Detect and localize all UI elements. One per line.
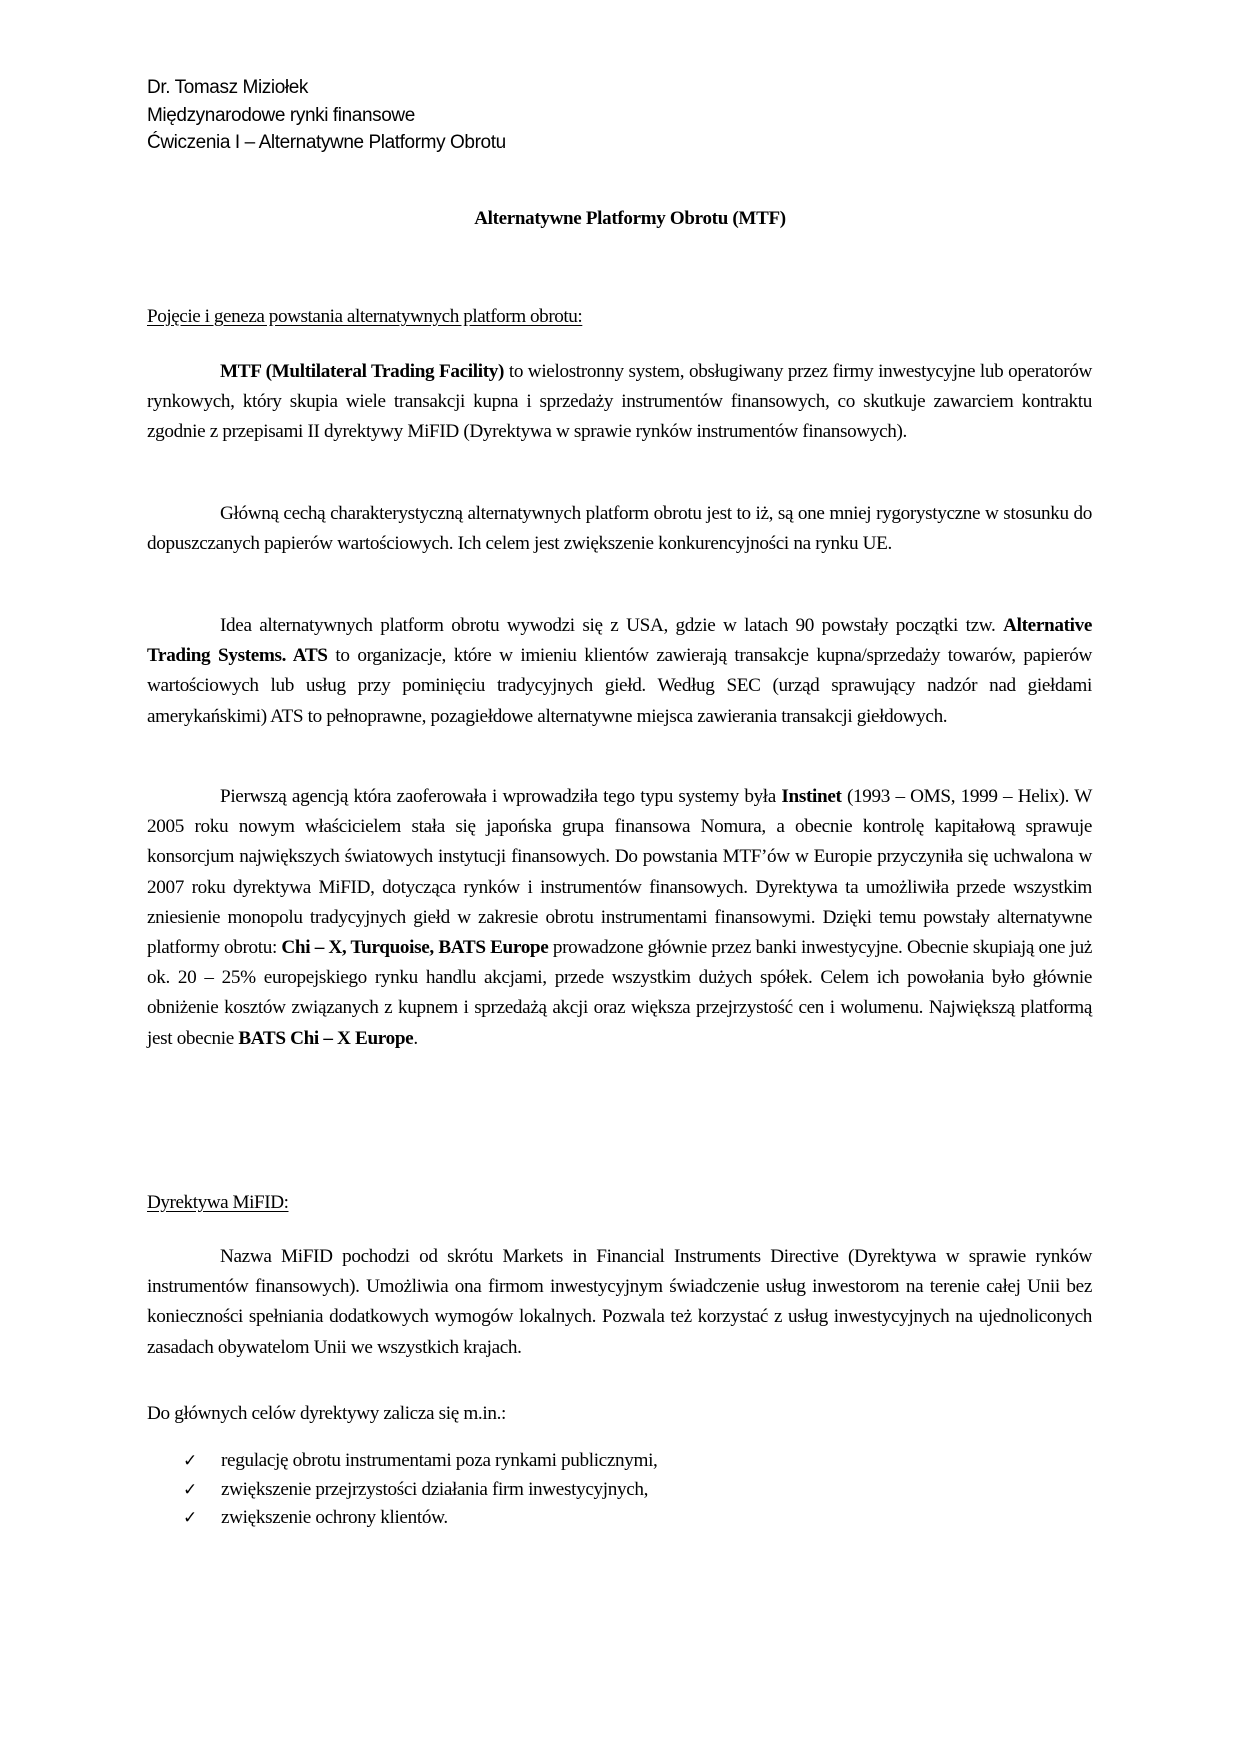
document-title: Alternatywne Platformy Obrotu (MTF): [474, 208, 786, 229]
paragraph-main-feature: Główną cechą charakterystyczną alternatywnych platform obrotu jest to iż, są one mniej rygorystyczne w stosunku do dopuszczanych papierów wartościowych. Ich celem jest zwiększenie konkurencyjności na rynku UE.: [147, 503, 1092, 555]
goals-intro: Do głównych celów dyrektywy zalicza się m.in.:: [147, 1403, 507, 1424]
platforms-list-term: Chi – X, Turquoise, BATS Europe: [281, 937, 549, 959]
paragraph-mtf-definition: MTF (Multilateral Trading Facility) to wielostronny system, obsługiwany przez firmy inwestycyjne lub operatorów rynkowych, który skupia wiele transakcji kupna i sprzedaży instrumentów finansowych, co skutkuje zawarciem kontraktu zgodnie z przepisami II dyrektywy MiFID (Dyrektywa w sprawie rynków instrumentów finansowych).: [147, 361, 1092, 443]
largest-platform-term: BATS Chi – X Europe: [238, 1027, 414, 1049]
list-item: ✓ regulację obrotu instrumentami poza rynkami publicznymi,: [183, 1447, 658, 1476]
instinet-term: Instinet: [781, 786, 842, 807]
section-heading-mifid: Dyrektywa MiFID:: [147, 1192, 289, 1213]
ats-term: Alternative Trading Systems. ATS: [147, 615, 1092, 667]
section-origins-body: [147, 357, 1092, 448]
course-name: Międzynarodowe rynki finansowe: [147, 104, 415, 126]
paragraph-ats-origins: Idea alternatywnych platform obrotu wywodzi się z USA, gdzie w latach 90 powstały początki tzw. Alternative Trading Systems. ATS to organizacje, które w imieniu klientów zawierają transakcje kupna/sprzedaży towarów, papierów wartościowych lub usług przy pominięciu tradycyjnych giełd. Według SEC (urząd sprawujący nadzór nad giełdami amerykańskimi) ATS to pełnoprawne, pozagiełdowe alternatywne miejsca zawierania transakcji giełdowych.: [147, 615, 1092, 727]
author-name: Dr. Tomasz Miziołek: [147, 77, 308, 98]
mtf-term: MTF (Multilateral Trading Facility): [220, 361, 505, 382]
document-header: [147, 74, 506, 157]
checkmark-icon: ✓: [183, 1451, 197, 1471]
checkmark-icon: ✓: [183, 1479, 197, 1500]
exercise-title: Ćwiczenia I – Alternatywne Platformy Obrotu: [147, 132, 506, 153]
checkmark-icon: ✓: [183, 1508, 197, 1528]
goals-list: [183, 1447, 658, 1533]
list-item: ✓ zwiększenie przejrzystości działania firm inwestycyjnych,: [183, 1476, 658, 1505]
paragraph-instinet-history: Pierwszą agencją która zaoferowała i wprowadziła tego typu systemy była Instinet (1993 – OMS, 1999 – Helix). W 2005 roku nowym właścicielem stała się japońska grupa finansowa Nomura, a obecnie kontrolę kapitałową sprawuje konsorcjum największych światowych instytucji finansowych. Do powstania MTF’ów w Europie przyczyniła się uchwalona w 2007 roku dyrektywa MiFID, dotycząca rynków i instrumentów finansowych. Dyrektywa ta umożliwiła przede wszystkim zniesienie monopolu tradycyjnych giełd w zakresie obrotu instrumentami finansowymi. Dzięki temu powstały alternatywne platformy obrotu: Chi – X, Turquoise, BATS Europe prowadzone głównie przez banki inwestycyjne. Obecnie skupiają one już ok. 20 – 25% europejskiego rynku handlu akcjami, przede wszystkim dużych spółek. Celem ich powołania było głównie obniżenie kosztów związanych z kupnem i sprzedażą akcji oraz większa przejrzystość cen i wolumenu. Największą platformą jest obecnie BATS Chi – X Europe.: [147, 786, 1092, 1049]
list-item: ✓ zwiększenie ochrony klientów.: [183, 1504, 658, 1533]
paragraph-mifid-description: Nazwa MiFID pochodzi od skrótu Markets in Financial Instruments Directive (Dyrektywa w sprawie rynków instrumentów finansowych). Umożliwia ona firmom inwestycyjnym świadczenie usług inwestorom na terenie całej Unii bez konieczności spełniania dodatkowych wymogów lokalnych. Pozwala też korzystać z usług inwestycyjnych na ujednoliconych zasadach obywatelom Unii we wszystkich krajach.: [147, 1246, 1092, 1358]
section-heading-origins: Pojęcie i geneza powstania alternatywnych platform obrotu:: [147, 306, 583, 327]
